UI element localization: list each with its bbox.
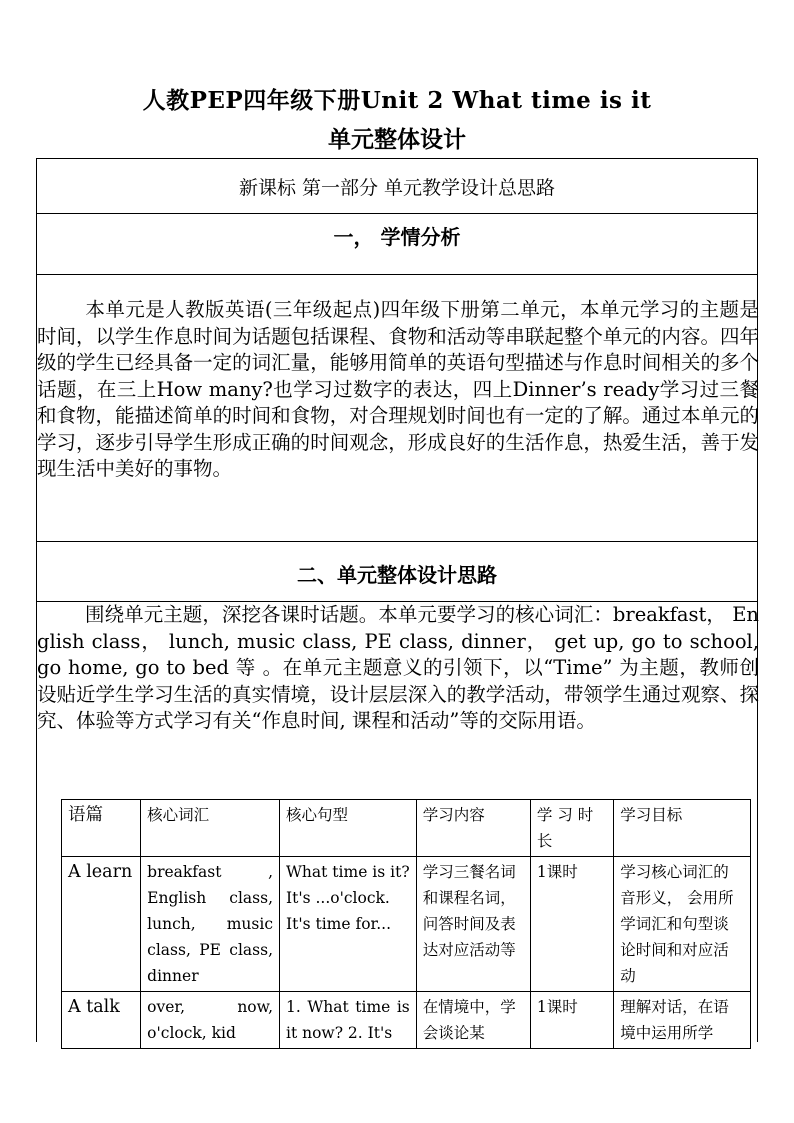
header-cell: 学习内容	[416, 800, 530, 857]
part2-paragraph	[37, 602, 759, 735]
document-title: 人教PEP四年级下册Unit 2 What time is it	[142, 87, 652, 114]
document-subtitle: 单元整体设计	[328, 126, 466, 153]
part1-paragraph	[37, 297, 759, 483]
header-cell: 学习目标	[614, 800, 751, 857]
lesson-plan-table	[61, 799, 751, 1049]
pattern-cell: What time is it? It's ...o'clock. It's time for...	[280, 857, 417, 992]
goal-cell: 学习核心词汇的音形义， 会用所学词汇和句型谈论时间和对应活动	[614, 857, 751, 992]
vocab-cell: breakfast , English class, lunch, music class, PE class, dinner	[141, 857, 280, 992]
text-cell: A talk	[62, 992, 141, 1049]
divider	[37, 274, 757, 275]
table-header-row	[62, 800, 751, 857]
divider	[37, 541, 757, 542]
header-cell: 学 习 时长	[530, 800, 613, 857]
text-cell: A learn	[62, 857, 141, 992]
header-cell: 核心词汇	[141, 800, 280, 857]
content-cell: 在情境中，学会谈论某	[416, 992, 530, 1049]
header-cell: 核心句型	[280, 800, 417, 857]
header-cell: 语篇	[62, 800, 141, 857]
vocab-cell: over, now, o'clock, kid	[141, 992, 280, 1049]
part1-heading: 一， 学情分析	[333, 225, 461, 249]
table-row	[62, 857, 751, 992]
design-frame	[36, 158, 758, 1042]
goal-cell: 理解对话，在语境中运用所学	[614, 992, 751, 1049]
section-header: 新课标 第一部分 单元教学设计总思路	[238, 177, 556, 199]
duration-cell: 1课时	[530, 992, 613, 1049]
part2-text: 围绕单元主题，深挖各课时话题。本单元要学习的核心词汇：breakfast， English class， lunch, music class, PE class, dinner， get up, go to school, go home, go to bed 等 。在单元主题意义的引领下，以“Time” 为主题，教师创设贴近学生学习生活的真实情境，设计层层深入的教学活动，带领学生通过观察、探究、体验等方式学习有关“作息时间, 课程和活动”等的交际用语。	[37, 603, 759, 732]
divider	[37, 213, 757, 214]
content-cell: 学习三餐名词和课程名词， 问答时间及表达对应活动等	[416, 857, 530, 992]
duration-cell: 1课时	[530, 857, 613, 992]
pattern-cell: 1. What time is it now? 2. It's	[280, 992, 417, 1049]
part2-heading: 二、单元整体设计思路	[297, 563, 497, 587]
table-row	[62, 992, 751, 1049]
part1-text: 本单元是人教版英语(三年级起点)四年级下册第二单元，本单元学习的主题是时间，以学生作息时间为话题包括课程、食物和活动等串联起整个单元的内容。四年级的学生已经具备一定的词汇量，能够用简单的英语句型描述与作息时间相关的多个话题，在三上How many?也学习过数字的表达，四上Dinner’s ready学习过三餐和食物，能描述简单的时间和食物，对合理规划时间也有一定的了解。通过本单元的学习，逐步引导学生形成正确的时间观念，形成良好的生活作息，热爱生活，善于发现生活中美好的事物。	[37, 298, 759, 480]
